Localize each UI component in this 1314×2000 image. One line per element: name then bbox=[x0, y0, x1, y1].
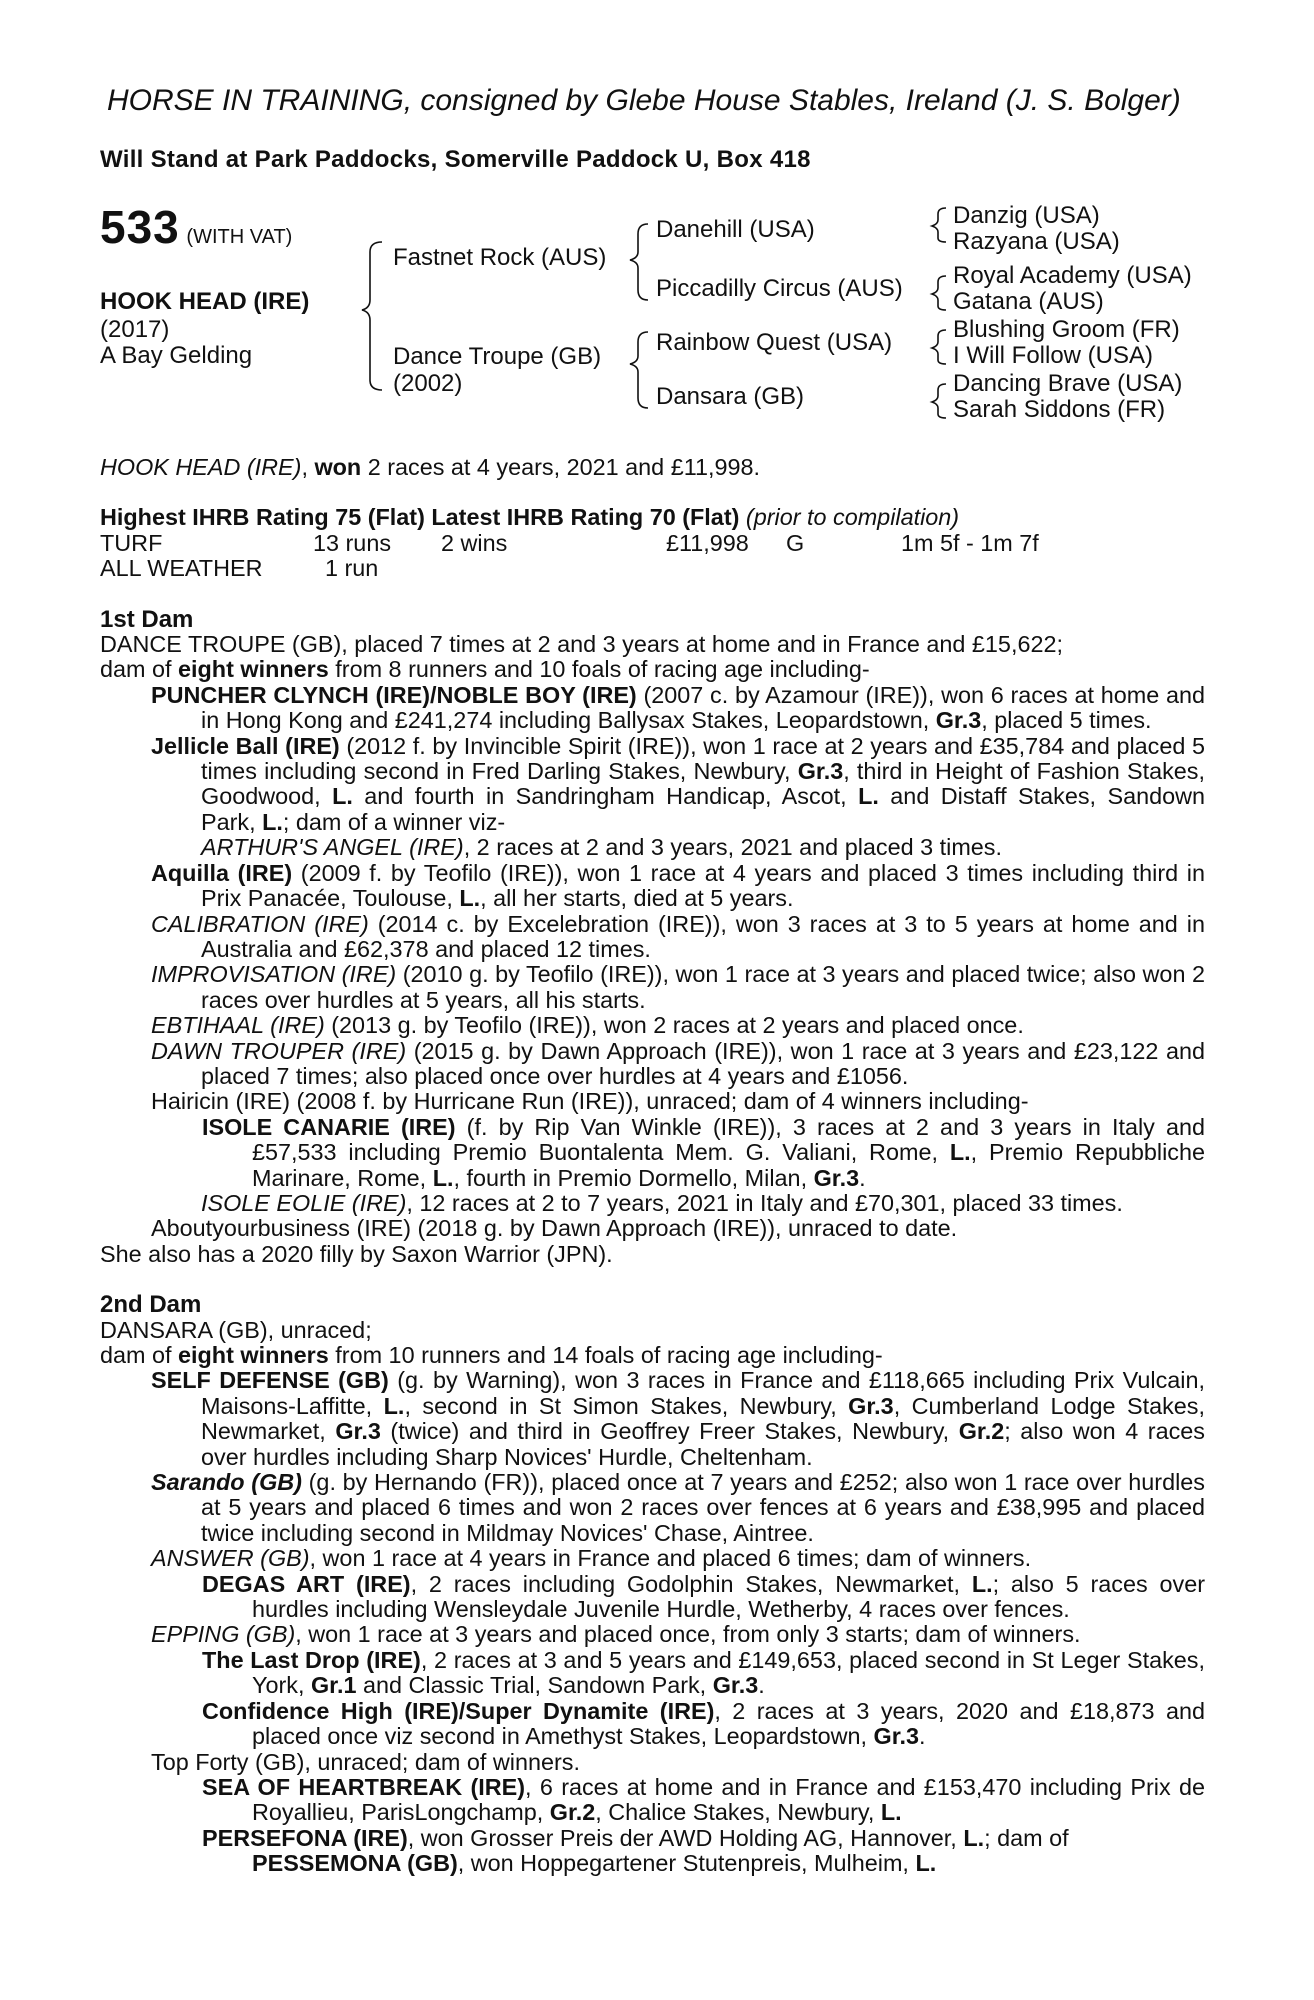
lot-number: 533 bbox=[100, 201, 180, 253]
entry-sea-of-heartbreak: SEA OF HEARTBREAK (IRE), 6 races at home and in France and £153,470 including Prix de Royallieu, ParisLongchamp, Gr.2, Chalice Stakes, Newbury, L. bbox=[202, 1773, 1205, 1826]
entry-hairicin: Hairicin (IRE) (2008 f. by Hurricane Run (IRE)), unraced; dam of 4 winners including- bbox=[151, 1088, 1029, 1115]
second-dam-line: DANSARA (GB), unraced; bbox=[100, 1316, 372, 1343]
turf-record: TURF 13 runs 2 wins £11,998 G 1m 5f - 1m 7f bbox=[100, 529, 1039, 556]
entry-calibration: CALIBRATION (IRE) (2014 c. by Excelebration (IRE)), won 3 races at 3 to 5 years at home and in Australia and £62,378 and placed 12 times. bbox=[151, 910, 1205, 962]
entry-top-forty: Top Forty (GB), unraced; dam of winners. bbox=[151, 1748, 580, 1775]
stand-location: Will Stand at Park Paddocks, Somerville Paddock U, Box 418 bbox=[100, 146, 811, 173]
ggp-6: I Will Follow (USA) bbox=[953, 342, 1154, 369]
pedigree-table bbox=[0, 190, 1314, 450]
second-dam-produce: dam of eight winners from 10 runners and 14 foals of racing age including- bbox=[100, 1342, 883, 1368]
horse-name: HOOK HEAD (IRE) bbox=[100, 288, 310, 315]
ggp-5: Blushing Groom (FR) bbox=[953, 316, 1180, 343]
entry-the-last-drop: The Last Drop (IRE), 2 races at 3 and 5 years and £149,653, placed second in St Leger Stakes, York, Gr.1 and Classic Trial, Sandown Park, Gr.3. bbox=[202, 1646, 1205, 1699]
consignment-header: HORSE IN TRAINING, consigned by Glebe House Stables, Ireland (J. S. Bolger) bbox=[107, 84, 1181, 117]
first-dam-produce: dam of eight winners from 8 runners and 10 foals of racing age including- bbox=[100, 656, 870, 683]
sire-dam: Piccadilly Circus (AUS) bbox=[656, 275, 903, 302]
entry-answer: ANSWER (GB), won 1 race at 4 years in France and placed 6 times; dam of winners. bbox=[151, 1545, 1032, 1572]
entry-pessemona: PESSEMONA (GB), won Hoppegartener Stutenpreis, Mulheim, L. bbox=[252, 1850, 937, 1877]
entry-isole-eolie: ISOLE EOLIE (IRE), 12 races at 2 to 7 years, 2021 in Italy and £70,301, placed 33 times. bbox=[201, 1189, 1123, 1216]
entry-aboutyourbusiness: Aboutyourbusiness (IRE) (2018 g. by Dawn Approach (IRE)), unraced to date. bbox=[151, 1215, 958, 1242]
entry-dawn-trouper: DAWN TROUPER (IRE) (2015 g. by Dawn Approach (IRE)), won 1 race at 3 years and £23,122 and placed 7 times; also placed once over hurdles at 4 years and £1056. bbox=[151, 1037, 1205, 1089]
first-dam-heading: 1st Dam bbox=[100, 605, 194, 633]
entry-self-defense: SELF DEFENSE (GB) (g. by Warning), won 3 races in France and £118,665 including Prix Vulcain, Maisons-Laffitte, L., second in St Simon Stakes, Newbury, Gr.3, Cumberland Lodge Stakes, Newmarket, Gr.3 (twice) and third in Geoffrey Freer Stakes, Newbury, Gr.2; also won 4 races over hurdles including Sharp Novices' Hurdle, Cheltenham. bbox=[151, 1367, 1205, 1470]
sire-sire: Danehill (USA) bbox=[656, 216, 815, 243]
entry-sarando: Sarando (GB) (g. by Hernando (FR)), placed once at 7 years and £252; also won 1 race over hurdles at 5 years and placed 6 times and won 2 races over fences at 6 years and £38,995 and placed twice including second in Mildmay Novices' Chase, Aintree. bbox=[151, 1469, 1206, 1546]
dam-sire: Rainbow Quest (USA) bbox=[656, 329, 893, 356]
ggp-2: Razyana (USA) bbox=[953, 228, 1120, 255]
rating-line: Highest IHRB Rating 75 (Flat) Latest IHRB Rating 70 (Flat) (prior to compilation) bbox=[100, 504, 960, 531]
dam-dam: Dansara (GB) bbox=[656, 383, 805, 410]
entry-isole-canarie: ISOLE CANARIE (IRE) (f. by Rip Van Winkle (IRE)), 3 races at 2 and 3 years in Italy and £57,533 including Premio Buontalenta Mem. G. Valiani, Rome, L., Premio Repubbliche Marinare, Rome, L., fourth in Premio Dormello, Milan, Gr.3. bbox=[202, 1113, 1205, 1191]
entry-epping: EPPING (GB), won 1 race at 3 years and placed once, from only 3 starts; dam of winners. bbox=[151, 1621, 1081, 1648]
horse-description: A Bay Gelding bbox=[100, 342, 253, 369]
entry-improvisation: IMPROVISATION (IRE) (2010 g. by Teofilo (IRE)), won 1 race at 3 years and placed twice; also won 2 races over hurdles at 5 years, all his starts. bbox=[151, 961, 1205, 1013]
lot-vat: (WITH VAT) bbox=[186, 226, 293, 248]
race-summary: HOOK HEAD (IRE), won 2 races at 4 years, 2021 and £11,998. bbox=[100, 454, 761, 480]
ggp-1: Danzig (USA) bbox=[953, 202, 1100, 229]
entry-puncher-clynch: PUNCHER CLYNCH (IRE)/NOBLE BOY (IRE) (2007 c. by Azamour (IRE)), won 6 races at home and in Hong Kong and £241,274 including Ballysax Stakes, Leopardstown, Gr.3, placed 5 times. bbox=[151, 681, 1205, 734]
entry-ebtihaal: EBTIHAAL (IRE) (2013 g. by Teofilo (IRE)), won 2 races at 2 years and placed once. bbox=[151, 1012, 1024, 1039]
pedigree-notes bbox=[100, 455, 1205, 1877]
horse-year: (2017) bbox=[100, 316, 170, 343]
dam: Dance Troupe (GB) bbox=[393, 343, 602, 370]
filly-note: She also has a 2020 filly by Saxon Warrior (JPN). bbox=[100, 1240, 613, 1267]
entry-degas-art: DEGAS ART (IRE), 2 races including Godolphin Stakes, Newmarket, L.; also 5 races over hurdles including Wensleydale Juvenile Hurdle, Wetherby, 4 races over fences. bbox=[202, 1570, 1206, 1623]
lot-number-line bbox=[100, 200, 292, 254]
ggp-4: Gatana (AUS) bbox=[953, 288, 1104, 315]
entry-jellicle-ball: Jellicle Ball (IRE) (2012 f. by Invincible Spirit (IRE)), won 1 race at 2 years and £35,784 and placed 5 times including second in Fred Darling Stakes, Newbury, Gr.3, third in Height of Fashion Stakes, Goodwood, L. and fourth in Sandringham Handicap, Ascot, L. and Distaff Stakes, Sandown Park, L.; dam of a winner viz- bbox=[151, 732, 1206, 835]
entry-aquilla: Aquilla (IRE) (2009 f. by Teofilo (IRE)), won 1 race at 4 years and placed 3 times including third in Prix Panacée, Toulouse, L., all her starts, died at 5 years. bbox=[151, 859, 1205, 912]
entry-arthurs-angel: ARTHUR'S ANGEL (IRE), 2 races at 2 and 3 years, 2021 and placed 3 times. bbox=[201, 834, 1003, 861]
second-dam-heading: 2nd Dam bbox=[100, 1291, 202, 1319]
entry-persefona: PERSEFONA (IRE), won Grosser Preis der AWD Holding AG, Hannover, L.; dam of bbox=[202, 1824, 1069, 1851]
entry-confidence-high: Confidence High (IRE)/Super Dynamite (IRE), 2 races at 3 years, 2020 and £18,873 and placed once viz second in Amethyst Stakes, Leopardstown, Gr.3. bbox=[202, 1697, 1205, 1750]
aw-record: ALL WEATHER 1 run bbox=[100, 555, 379, 582]
dam-year: (2002) bbox=[393, 370, 463, 397]
first-dam-line: DANCE TROUPE (GB), placed 7 times at 2 and 3 years at home and in France and £15,622; bbox=[100, 631, 1063, 658]
ggp-7: Dancing Brave (USA) bbox=[953, 370, 1183, 397]
ggp-3: Royal Academy (USA) bbox=[953, 262, 1192, 289]
ggp-8: Sarah Siddons (FR) bbox=[953, 396, 1166, 423]
sire: Fastnet Rock (AUS) bbox=[393, 244, 607, 271]
